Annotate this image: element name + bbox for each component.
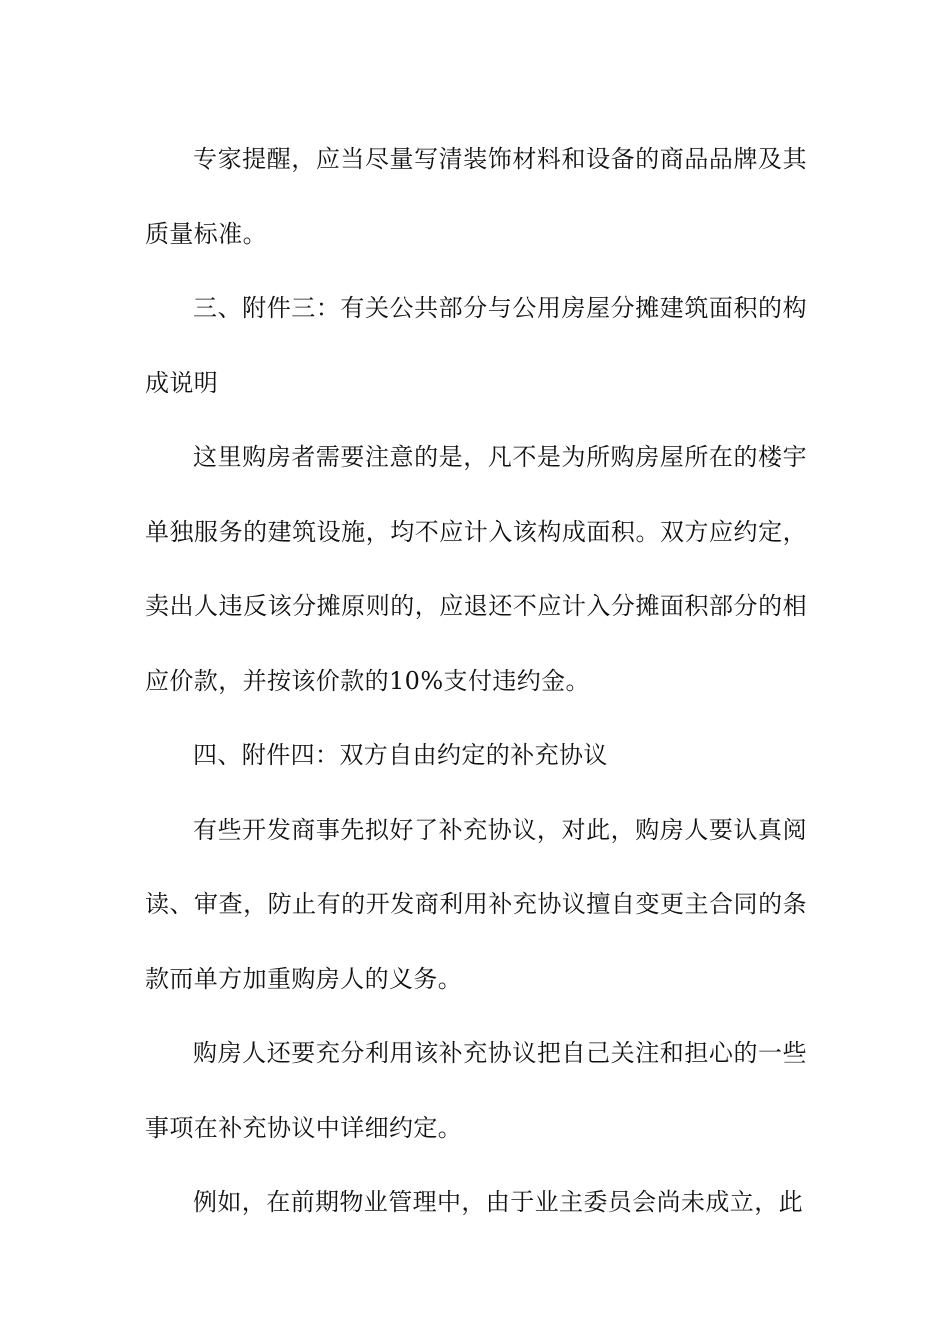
heading-attachment-four: 四、附件四：双方自由约定的补充协议 [193, 741, 608, 769]
paragraph-shared-area: 这里购房者需要注意的是，凡不是为所购房屋所在的楼宇单独服务的建筑设施，均不应计入该构成面积。双方应约定，卖出人违反该分摊原则的，应退还不应计入分摊面积部分的相应价款，并按该价款的10%支付违约金。 [145, 443, 807, 695]
paragraph-expert-advice: 专家提醒，应当尽量写清装饰材料和设备的商品品牌及其质量标准。 [145, 145, 807, 248]
paragraph-property-management: 例如，在前期物业管理中，由于业主委员会尚未成立，此 [193, 1188, 803, 1216]
paragraph-buyer-concerns: 购房人还要充分利用该补充协议把自己关注和担心的一些事项在补充协议中详细约定。 [145, 1039, 807, 1142]
heading-attachment-three: 三、附件三：有关公共部分与公用房屋分摊建筑面积的构成说明 [145, 294, 807, 397]
paragraph-supplementary-agreement: 有些开发商事先拟好了补充协议，对此，购房人要认真阅读、审查，防止有的开发商利用补充协议擅自变更主合同的条款而单方加重购房人的义务。 [145, 815, 807, 993]
document-body [145, 122, 807, 1240]
